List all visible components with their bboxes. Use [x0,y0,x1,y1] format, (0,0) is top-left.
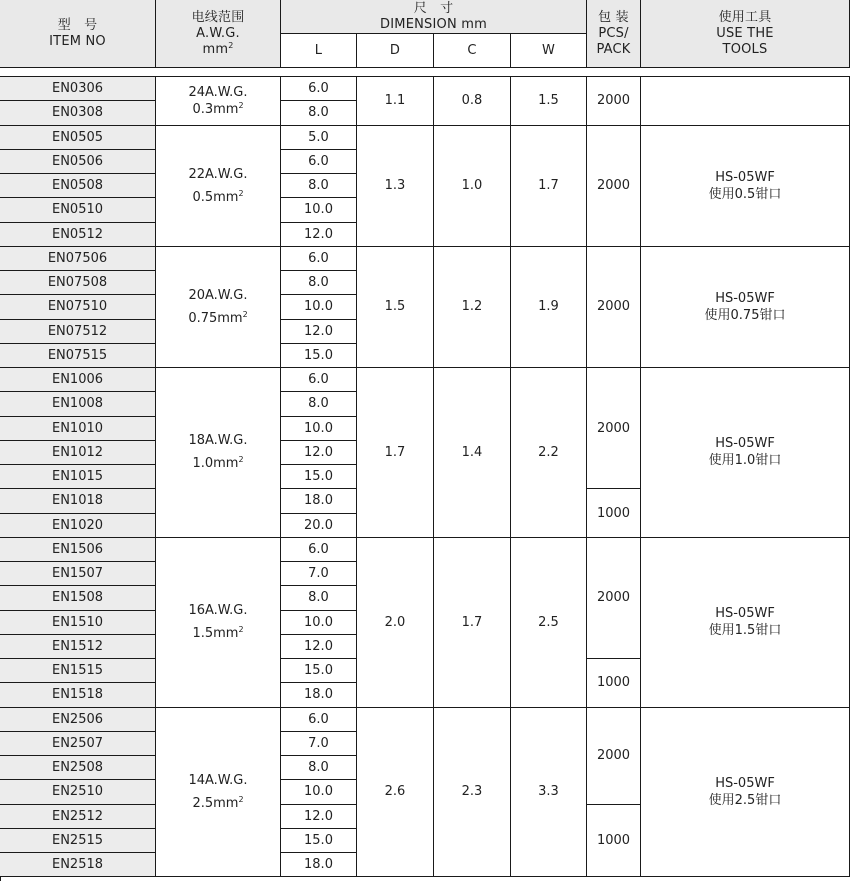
wire-range-awg: 14A.W.G. [188,772,248,788]
wire-range-mm-value: 2.5mm [192,795,239,811]
table-row-item-no: EN2510 [0,780,156,804]
tool-model: HS-05WF [715,290,775,306]
wire-range-mm-sup: 2 [238,188,244,198]
header-item-no-zh: 型 号 [57,17,98,33]
table-row-item-no: EN2515 [0,829,156,853]
table-cell-w: 2.5 [511,538,587,708]
table-cell-length: 8.0 [281,271,357,295]
table-cell-length: 8.0 [281,174,357,198]
table-row-item-no: EN2507 [0,732,156,756]
table-cell-length: 10.0 [281,198,357,222]
packing-qty-cell: 1000 [587,805,641,878]
table-row-item-no: EN1515 [0,659,156,683]
header-wire-range-zh: 电线范围 [191,9,245,25]
header-tools [641,0,850,68]
table-row-item-no: EN07510 [0,295,156,319]
header-wire-range [156,0,281,68]
table-row-item-no: EN2512 [0,805,156,829]
tool-cell [641,368,850,538]
header-dimension-zh: 尺 寸 [413,0,454,16]
table-cell-length: 8.0 [281,392,357,416]
tool-note: 使用1.0钳口 [708,453,782,469]
wire-range-mm [192,795,243,812]
table-cell-length: 6.0 [281,247,357,271]
packing-qty-cell: 2000 [587,126,641,247]
table-cell-length: 10.0 [281,780,357,804]
table-cell-length: 12.0 [281,320,357,344]
wire-range-mm-value: 0.5mm [192,189,239,205]
wire-range-mm-value: 1.0mm [192,456,239,472]
tool-note: 使用1.5钳口 [708,623,782,639]
table-row-item-no: EN1012 [0,441,156,465]
header-tools-zh: 使用工具 [718,9,772,25]
wire-range-awg: 16A.W.G. [188,603,248,619]
tool-model: HS-05WF [715,606,775,622]
wire-range-mm-value: 0.75mm [188,310,243,326]
tool-cell [641,247,850,368]
table-row-item-no: EN0505 [0,126,156,150]
table-row-item-no: EN1008 [0,392,156,416]
wire-range-awg: 22A.W.G. [188,166,248,182]
packing-qty-cell: 2000 [587,708,641,805]
table-cell-d: 1.1 [357,77,434,126]
packing-qty-cell: 1000 [587,489,641,538]
table-row-item-no: EN0306 [0,77,156,101]
table-cell-length: 12.0 [281,635,357,659]
wire-range-mm-value: 0.3mm [192,101,239,117]
header-wire-range-unit: $mm^2$ [202,40,234,57]
table-row-item-no: EN1020 [0,514,156,538]
table-row-item-no: EN07512 [0,320,156,344]
table-row-item-no: EN0510 [0,198,156,222]
table-row-item-no: EN1006 [0,368,156,392]
table-cell-d: 1.7 [357,368,434,538]
wire-range-mm [192,189,243,206]
header-l: L [281,34,357,68]
wire-range-cell [156,368,281,538]
header-w: W [511,34,587,68]
table-cell-w: 1.9 [511,247,587,368]
table-row-item-no: EN0512 [0,223,156,247]
tool-cell [641,708,850,878]
header-gap [0,68,850,77]
table-row-item-no: EN1018 [0,489,156,513]
table-cell-w: 2.2 [511,368,587,538]
table-row-item-no: EN0508 [0,174,156,198]
table-cell-c: 2.3 [434,708,511,878]
wire-range-mm-sup: 2 [238,455,244,465]
table-cell-length: 10.0 [281,611,357,635]
table-row-item-no: EN1015 [0,465,156,489]
table-cell-length: 10.0 [281,295,357,319]
packing-qty-cell: 2000 [587,247,641,368]
wire-range-cell [156,708,281,878]
wire-range-mm-sup: 2 [238,794,244,804]
table-row-item-no: EN1506 [0,538,156,562]
table-row-item-no: EN2506 [0,708,156,732]
header-item-no [0,0,156,68]
table-cell-length: 10.0 [281,417,357,441]
table-cell-length: 15.0 [281,465,357,489]
packing-qty-cell: 2000 [587,538,641,659]
table-cell-length: 18.0 [281,853,357,877]
header-dimension-en: DIMENSION mm [380,16,487,32]
wire-range-mm-sup: 2 [238,625,244,635]
table-cell-length: 7.0 [281,732,357,756]
table-cell-d: 1.3 [357,126,434,247]
table-cell-c: 1.0 [434,126,511,247]
table-cell-length: 18.0 [281,489,357,513]
table-cell-length: 20.0 [281,514,357,538]
table-row-item-no: EN1507 [0,562,156,586]
wire-range-cell [156,77,281,126]
table-cell-d: 2.0 [357,538,434,708]
table-cell-length: 6.0 [281,150,357,174]
tool-note: 使用0.5钳口 [708,186,782,202]
table-cell-length: 6.0 [281,77,357,101]
table-cell-length: 7.0 [281,562,357,586]
wire-range-mm-sup: 2 [242,309,248,319]
header-packing-zh: 包 装 [598,9,629,25]
wire-range-mm [192,625,243,642]
table-cell-c: 1.2 [434,247,511,368]
wire-range-mm [188,310,247,327]
packing-qty-cell: 2000 [587,368,641,489]
tool-note: 使用0.75钳口 [704,307,786,323]
wire-range-mm-value: 1.5mm [192,626,239,642]
wire-range-mm [192,455,243,472]
table-cell-length: 8.0 [281,586,357,610]
packing-qty-cell: 1000 [587,659,641,708]
header-packing [587,0,641,68]
table-cell-length: 15.0 [281,344,357,368]
tool-cell [641,77,850,126]
tool-model: HS-05WF [715,436,775,452]
wire-range-cell [156,538,281,708]
wire-range-awg: 24A.W.G. [188,84,248,100]
table-row-item-no: EN07515 [0,344,156,368]
table-row-item-no: EN0308 [0,101,156,125]
table-cell-d: 2.6 [357,708,434,878]
wire-range-awg: 18A.W.G. [188,433,248,449]
table-cell-length: 6.0 [281,708,357,732]
table-cell-length: 18.0 [281,683,357,707]
wire-range-mm [192,101,243,118]
table-cell-w: 3.3 [511,708,587,878]
table-row-item-no: EN1510 [0,611,156,635]
table-cell-w: 1.7 [511,126,587,247]
header-packing-en2: PACK [596,41,631,57]
table-cell-length: 6.0 [281,368,357,392]
wire-range-awg: 20A.W.G. [188,287,248,303]
table-cell-w: 1.5 [511,77,587,126]
table-cell-length: 15.0 [281,659,357,683]
table-row-item-no: EN1512 [0,635,156,659]
table-cell-length: 8.0 [281,756,357,780]
tool-cell [641,538,850,708]
table-cell-length: 12.0 [281,805,357,829]
table-row-item-no: EN1518 [0,683,156,707]
header-c: C [434,34,511,68]
tool-note: 使用2.5钳口 [708,792,782,808]
table-row-item-no: EN1508 [0,586,156,610]
table-cell-c: 1.7 [434,538,511,708]
header-packing-en1: PCS/ [598,25,629,41]
table-cell-length: 15.0 [281,829,357,853]
table-cell-c: 0.8 [434,77,511,126]
tool-model: HS-05WF [715,169,775,185]
table-cell-length: 12.0 [281,223,357,247]
table-cell-length: 6.0 [281,538,357,562]
header-tools-en1: USE THE [716,25,774,41]
table-row-item-no: EN0506 [0,150,156,174]
wire-range-mm-sup: 2 [238,100,244,110]
wire-range-cell [156,126,281,247]
table-cell-d: 1.5 [357,247,434,368]
tool-model: HS-05WF [715,775,775,791]
table-row-item-no: EN1010 [0,417,156,441]
header-dimension [281,0,587,34]
tool-cell [641,126,850,247]
table-row-item-no: EN2518 [0,853,156,877]
header-wire-range-awg: A.W.G. [196,25,240,41]
wire-range-cell [156,247,281,368]
header-item-no-en: ITEM NO [49,33,106,49]
table-row-item-no: EN07506 [0,247,156,271]
header-d: D [357,34,434,68]
table-row-item-no: EN07508 [0,271,156,295]
table-row-item-no: EN2508 [0,756,156,780]
table-cell-c: 1.4 [434,368,511,538]
header-tools-en2: TOOLS [722,41,768,57]
table-cell-length: 12.0 [281,441,357,465]
table-cell-length: 5.0 [281,126,357,150]
table-cell-length: 8.0 [281,101,357,125]
packing-qty-cell: 2000 [587,77,641,126]
